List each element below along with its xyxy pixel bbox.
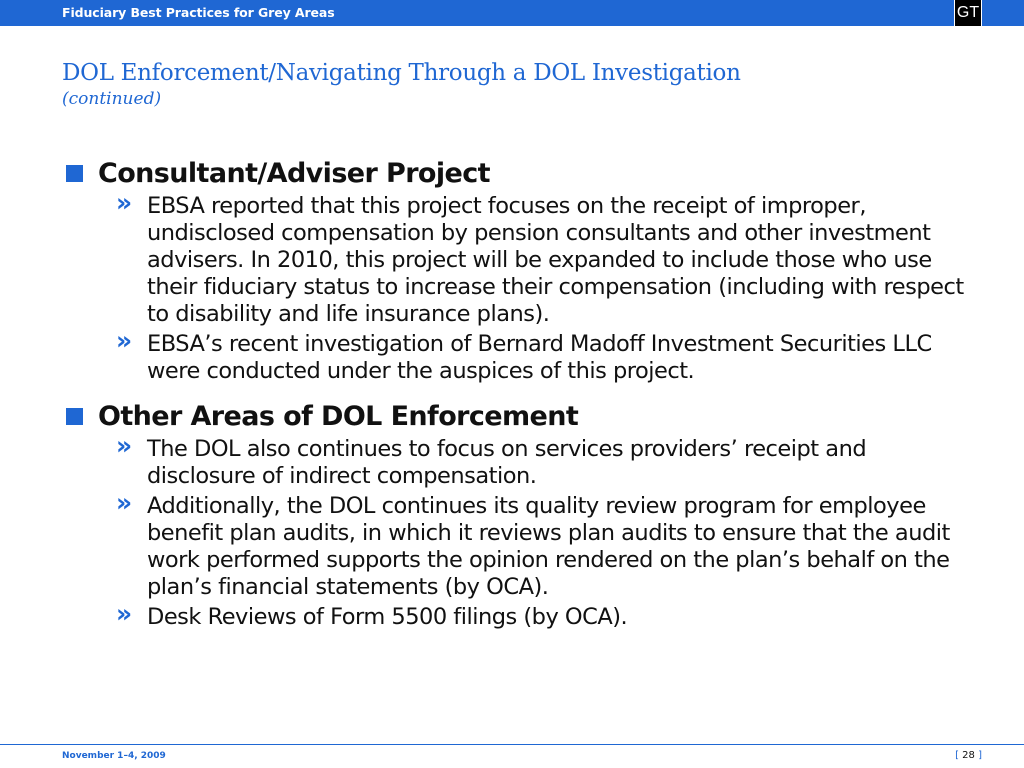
bullet-text: The DOL also continues to focus on services providers’ receipt and disclosure of indirect compensation. bbox=[147, 436, 867, 489]
bullet-list bbox=[66, 431, 986, 631]
square-bullet-icon bbox=[66, 165, 83, 182]
section-heading-row bbox=[66, 156, 986, 190]
bullet-text: EBSA’s recent investigation of Bernard Madoff Investment Securities LLC were conducted under the auspices of this project. bbox=[147, 331, 932, 384]
footer-date: November 1–4, 2009 bbox=[62, 751, 166, 761]
chevron-bullet-icon: » bbox=[116, 188, 132, 217]
bullet-text: Additionally, the DOL continues its quality review program for employee benefit plan audits, in which it reviews plan audits to ensure that the audit work performed supports the opinion rendered on the plan’s behalf on the plan’s financial statements (by OCA). bbox=[147, 493, 950, 600]
section-heading: Consultant/Adviser Project bbox=[98, 157, 490, 189]
square-bullet-icon bbox=[66, 408, 83, 425]
bullet-list bbox=[66, 188, 986, 385]
bullet-item bbox=[66, 599, 986, 631]
page-bracket-close: ] bbox=[974, 750, 982, 761]
section-heading-row bbox=[66, 399, 986, 433]
bullet-item bbox=[66, 431, 986, 490]
page-number-value: 28 bbox=[962, 750, 975, 761]
bullet-item bbox=[66, 326, 986, 385]
slide-title: DOL Enforcement/Navigating Through a DOL Investigation bbox=[62, 60, 741, 86]
gt-logo: GT bbox=[954, 0, 982, 26]
page-number bbox=[955, 750, 982, 761]
presentation-title: Fiduciary Best Practices for Grey Areas bbox=[62, 5, 335, 20]
slide-content bbox=[66, 156, 986, 631]
bullet-item bbox=[66, 188, 986, 328]
chevron-bullet-icon: » bbox=[116, 488, 132, 517]
bullet-text: Desk Reviews of Form 5500 filings (by OCA). bbox=[147, 604, 628, 630]
chevron-bullet-icon: » bbox=[116, 326, 132, 355]
page-bracket-open: [ bbox=[955, 750, 963, 761]
slide-subtitle: (continued) bbox=[62, 89, 162, 109]
footer-divider bbox=[0, 744, 1024, 745]
bullet-text: EBSA reported that this project focuses on the receipt of improper, undisclosed compensation by pension consultants and other investment advisers. In 2010, this project will be expanded to include those who use their fiduciary status to increase their compensation (including with respect to disability and life insurance plans). bbox=[147, 193, 964, 327]
header-bar bbox=[0, 0, 1024, 26]
section-other-areas-dol-enforcement bbox=[66, 399, 986, 631]
section-heading: Other Areas of DOL Enforcement bbox=[98, 400, 579, 432]
bullet-item bbox=[66, 488, 986, 601]
chevron-bullet-icon: » bbox=[116, 599, 132, 628]
section-consultant-adviser-project bbox=[66, 156, 986, 385]
chevron-bullet-icon: » bbox=[116, 431, 132, 460]
